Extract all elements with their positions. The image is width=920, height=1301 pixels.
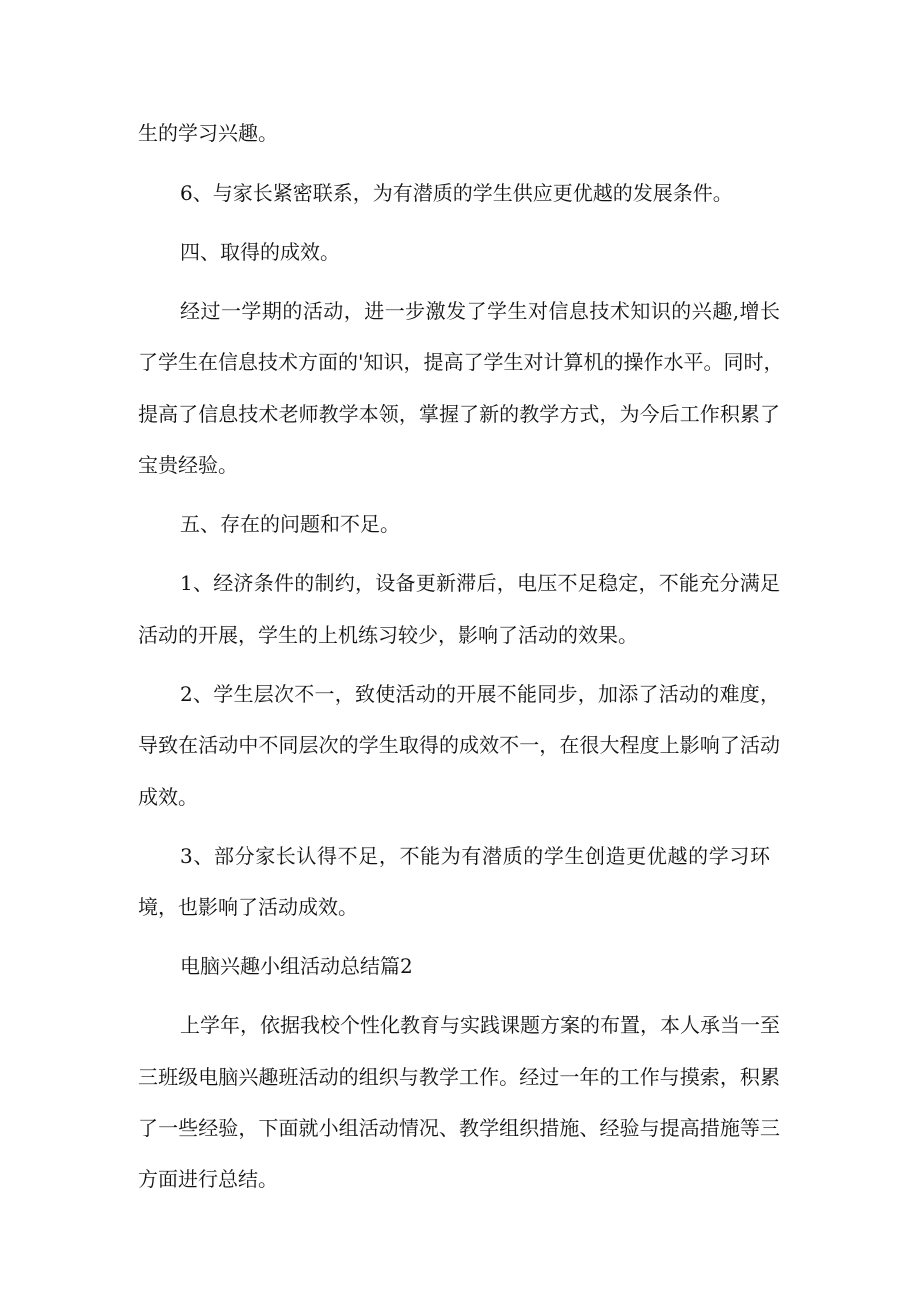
paragraph-line: 境，也影响了活动成效。 (138, 895, 358, 919)
paragraph-line: 三班级电脑兴趣班活动的组织与教学工作。经过一年的工作与摸索，积累 (138, 1065, 780, 1089)
paragraph-line: 上学年，依据我校个性化教育与实践课题方案的布置，本人承当一至 (180, 1013, 780, 1037)
list-item-6: 6、与家长紧密联系，为有潜质的学生供应更优越的发展条件。 (180, 181, 733, 205)
list-item-3: 3、部分家长认得不足，不能为有潜质的学生创造更优越的学习环 (180, 844, 770, 868)
paragraph-line: 了一些经验，下面就小组活动情况、教学组织措施、经验与提高措施等三 (138, 1116, 780, 1140)
section-title-2: 电脑兴趣小组活动总结篇2 (180, 954, 413, 978)
paragraph-line: 成效。 (138, 785, 198, 809)
list-item-1: 1、经济条件的制约，设备更新滞后，电压不足稳定，不能充分满足 (180, 571, 780, 595)
paragraph-line: 宝贵经验。 (138, 453, 238, 477)
paragraph-line: 生的学习兴趣。 (138, 121, 278, 145)
section-heading-5: 五、存在的问题和不足。 (180, 512, 400, 536)
paragraph-line: 活动的开展，学生的上机练习较少，影响了活动的效果。 (138, 623, 638, 647)
paragraph-line: 提高了信息技术老师教学本领，掌握了新的教学方式，为今后工作积累了 (138, 402, 780, 426)
paragraph-line: 导致在活动中不同层次的学生取得的成效不一，在很大程度上影响了活动 (138, 733, 780, 757)
section-heading-4: 四、取得的成效。 (180, 240, 340, 264)
paragraph-line: 方面进行总结。 (138, 1167, 278, 1191)
paragraph-line: 经过一学期的活动，进一步激发了学生对信息技术知识的兴趣,增长 (180, 299, 780, 323)
list-item-2: 2、学生层次不一，致使活动的开展不能同步，加添了活动的难度， (180, 682, 780, 706)
paragraph-line: 了学生在信息技术方面的'知识，提高了学生对计算机的操作水平。同时， (138, 350, 784, 374)
